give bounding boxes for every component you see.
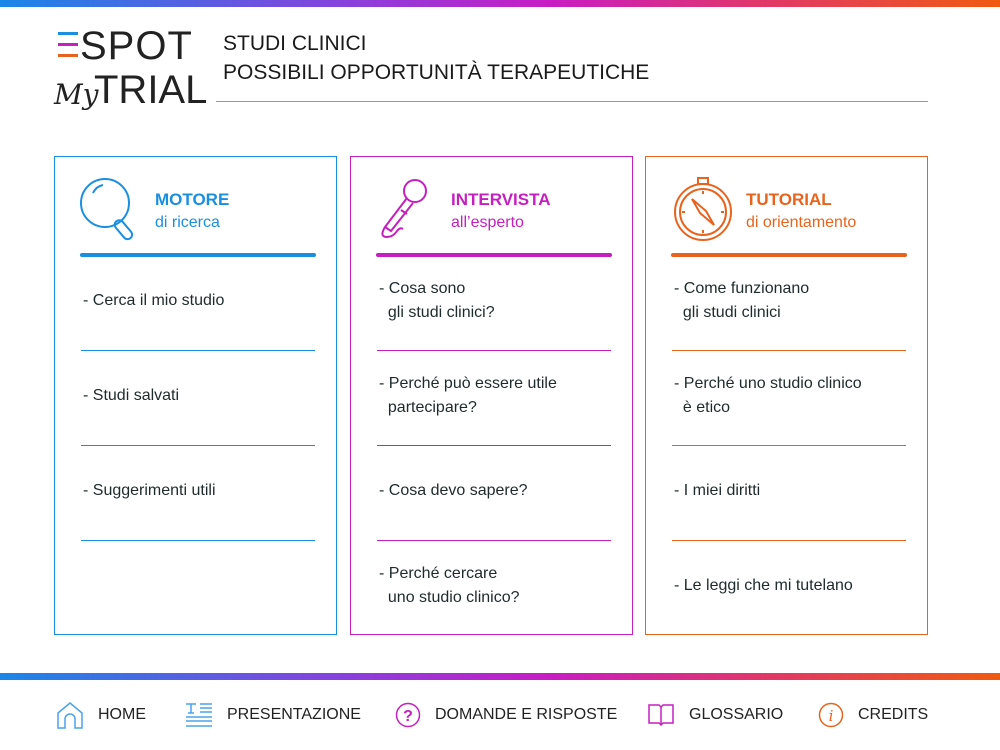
item-label: DOMANDE E RISPOSTE	[435, 706, 618, 723]
card-title: INTERVISTA	[451, 190, 551, 209]
compass-icon	[668, 175, 738, 245]
nav-glossario[interactable]	[647, 700, 783, 730]
svg-text:i: i	[828, 707, 834, 725]
item-label: CREDITS	[858, 706, 929, 723]
bottom-gradient-bar	[0, 673, 1000, 680]
top-gradient-bar	[0, 0, 1000, 7]
page-title	[223, 29, 649, 87]
logo-my: My	[54, 78, 99, 111]
info-icon	[818, 702, 844, 728]
item-label: - Perché uno studio clinico è etico	[674, 374, 862, 416]
card-subtitle: di ricerca	[155, 214, 220, 231]
logo-trial: TRIAL	[94, 68, 208, 112]
list-item[interactable]	[672, 255, 906, 351]
list-item[interactable]	[377, 445, 611, 541]
title-line-1: STUDI CLINICI	[223, 32, 367, 55]
text-document-icon	[185, 702, 213, 728]
item-label: - Cosa devo sapere?	[379, 481, 528, 499]
card-subtitle: di orientamento	[746, 214, 857, 231]
title-line-2: POSSIBILI OPPORTUNITÀ TERAPEUTICHE	[223, 61, 650, 84]
item-label: HOME	[98, 706, 146, 723]
home-icon	[56, 701, 84, 729]
list-item[interactable]	[672, 445, 906, 541]
item-label: - Come funzionano gli studi clinici	[674, 279, 810, 321]
item-label: - Perché cercare uno studio clinico?	[379, 565, 520, 606]
list-item[interactable]	[672, 350, 906, 446]
item-label: - Studi salvati	[83, 386, 180, 404]
item-label: PRESENTAZIONE	[227, 706, 361, 723]
magnifier-icon	[77, 175, 147, 245]
item-label: - Le leggi che mi tutelano	[674, 577, 853, 594]
card-subtitle: all’esperto	[451, 214, 524, 231]
list-item[interactable]	[672, 540, 906, 636]
item-label: - I miei diritti	[674, 481, 761, 499]
list-item[interactable]	[377, 540, 611, 636]
item-label: - Perché può essere utile partecipare?	[379, 374, 557, 416]
spot-my-trial-logo[interactable]	[54, 24, 208, 119]
nav-domande-risposte[interactable]	[395, 700, 617, 730]
item-label: GLOSSARIO	[689, 706, 784, 723]
logo-spot: SPOT	[80, 24, 193, 68]
item-label: - Suggerimenti utili	[83, 481, 216, 499]
item-label: - Cosa sono gli studi clinici?	[379, 279, 495, 321]
card-motore-ricerca	[54, 156, 337, 635]
list-item[interactable]	[81, 445, 315, 541]
nav-presentazione[interactable]	[185, 700, 361, 730]
card-intervista-esperto	[350, 156, 633, 635]
card-tutorial-orientamento	[645, 156, 928, 635]
question-icon	[395, 702, 421, 728]
nav-credits[interactable]	[818, 700, 928, 730]
list-item[interactable]	[377, 255, 611, 351]
list-item[interactable]	[81, 255, 315, 351]
nav-home[interactable]	[56, 700, 146, 730]
svg-text:?: ?	[403, 708, 413, 725]
book-icon	[647, 703, 675, 727]
list-item[interactable]	[81, 350, 315, 446]
microphone-icon	[373, 175, 443, 245]
card-title: MOTORE	[155, 190, 230, 209]
header-divider	[216, 101, 928, 102]
card-title: TUTORIAL	[746, 190, 832, 209]
list-item[interactable]	[377, 350, 611, 446]
item-label: - Cerca il mio studio	[83, 291, 225, 309]
